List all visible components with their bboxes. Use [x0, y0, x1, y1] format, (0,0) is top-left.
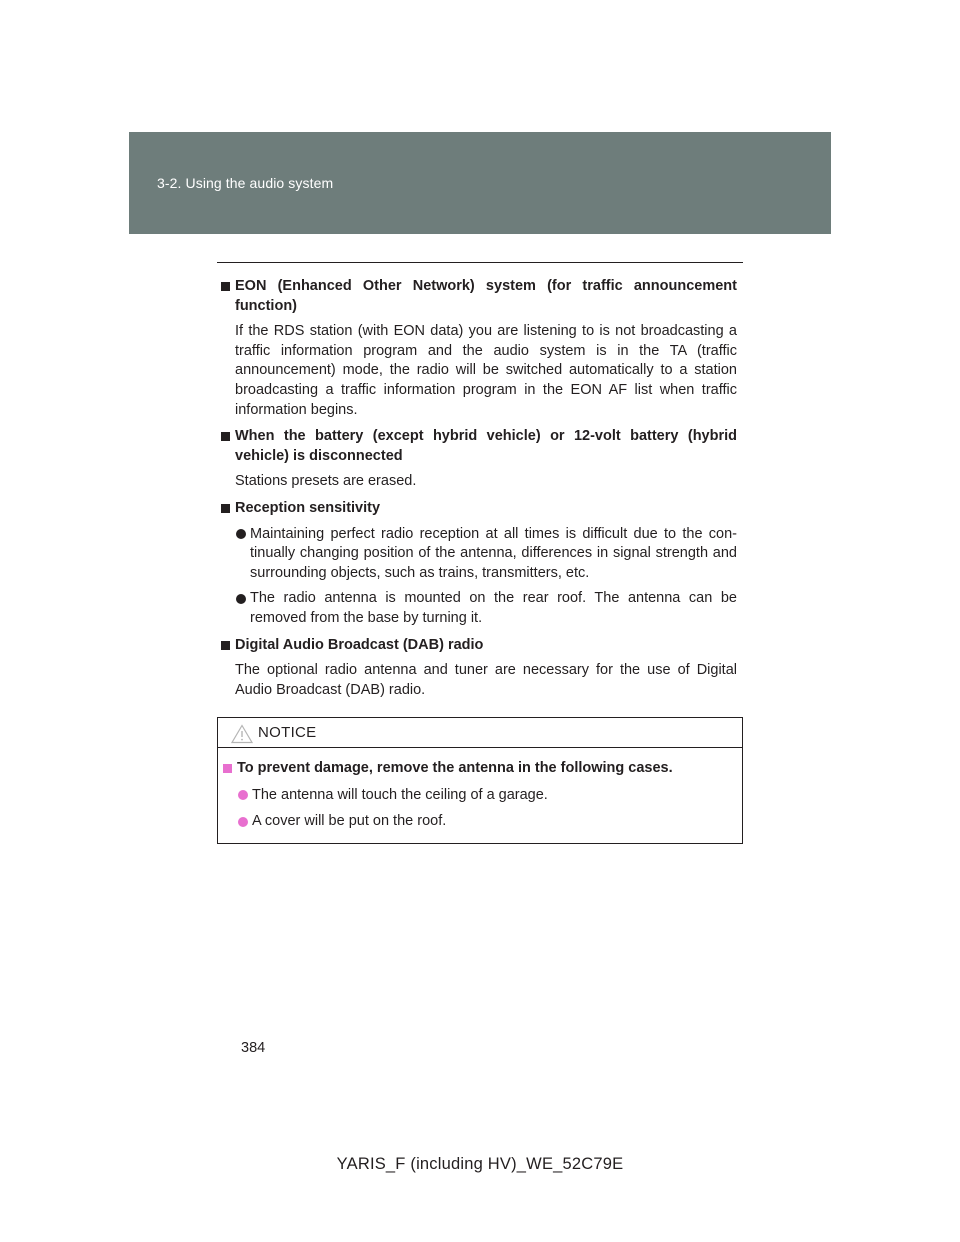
document-footer: YARIS_F (including HV)_WE_52C79E [336, 1155, 624, 1173]
round-bullet-icon [236, 529, 246, 539]
list-item: Maintaining perfect radio reception at all times is difficult due to the con-tinually changing position of the antenna, differences in signal strength and surrounding objects, such as trains, transmitters, etc. [235, 525, 737, 584]
bullet-list [219, 525, 737, 629]
round-bullet-icon [238, 790, 248, 800]
square-bullet-icon [221, 432, 230, 441]
section-heading: EON (Enhanced Other Network) system (for traffic announcement function) [235, 278, 737, 314]
section-text: Stations presets are erased. [235, 473, 417, 490]
square-bullet-icon [221, 641, 230, 650]
section-text: If the RDS station (with EON data) you are listening to is not broadcasting a traffic information program and the audio system is in the TA (traffic announcement) mode, the radio will be switched automatically to a station broadcasting a traffic information program in the EON AF list when traffic information begins. [235, 323, 737, 418]
main-content [219, 277, 737, 707]
top-divider [217, 262, 743, 263]
section-text: The optional radio antenna and tuner are necessary for the use of Digital Audio Broadcast (DAB) radio. [235, 662, 737, 698]
section-title: 3-2. Using the audio system [157, 175, 334, 191]
list-item: A cover will be put on the roof. [237, 812, 730, 832]
notice-title: NOTICE [258, 724, 317, 741]
round-bullet-icon [238, 817, 248, 827]
section-heading: Digital Audio Broadcast (DAB) radio [235, 636, 484, 653]
notice-header [218, 718, 742, 748]
notice-body [218, 748, 742, 832]
section-header-bar [129, 132, 831, 234]
section-heading: When the battery (except hybrid vehicle) or 12-volt battery (hybrid vehicle) is disconnected [235, 428, 737, 464]
square-bullet-icon [223, 764, 232, 773]
section-battery [219, 427, 737, 492]
page-number: 384 [241, 1040, 266, 1056]
section-dab [219, 636, 737, 701]
section-reception [219, 499, 737, 629]
square-bullet-icon [221, 282, 230, 291]
section-heading: Reception sensitivity [235, 499, 381, 516]
notice-bullet-list [221, 786, 730, 832]
notice-item-heading: To prevent damage, remove the antenna in the following cases. [237, 760, 673, 776]
list-item: The antenna will touch the ceiling of a garage. [237, 786, 730, 806]
notice-box [217, 717, 743, 844]
square-bullet-icon [221, 504, 230, 513]
list-item: The radio antenna is mounted on the rear roof. The antenna can be removed from the base by turning it. [235, 589, 737, 628]
section-eon [219, 277, 737, 420]
round-bullet-icon [236, 594, 246, 604]
warning-triangle-icon [231, 724, 253, 744]
